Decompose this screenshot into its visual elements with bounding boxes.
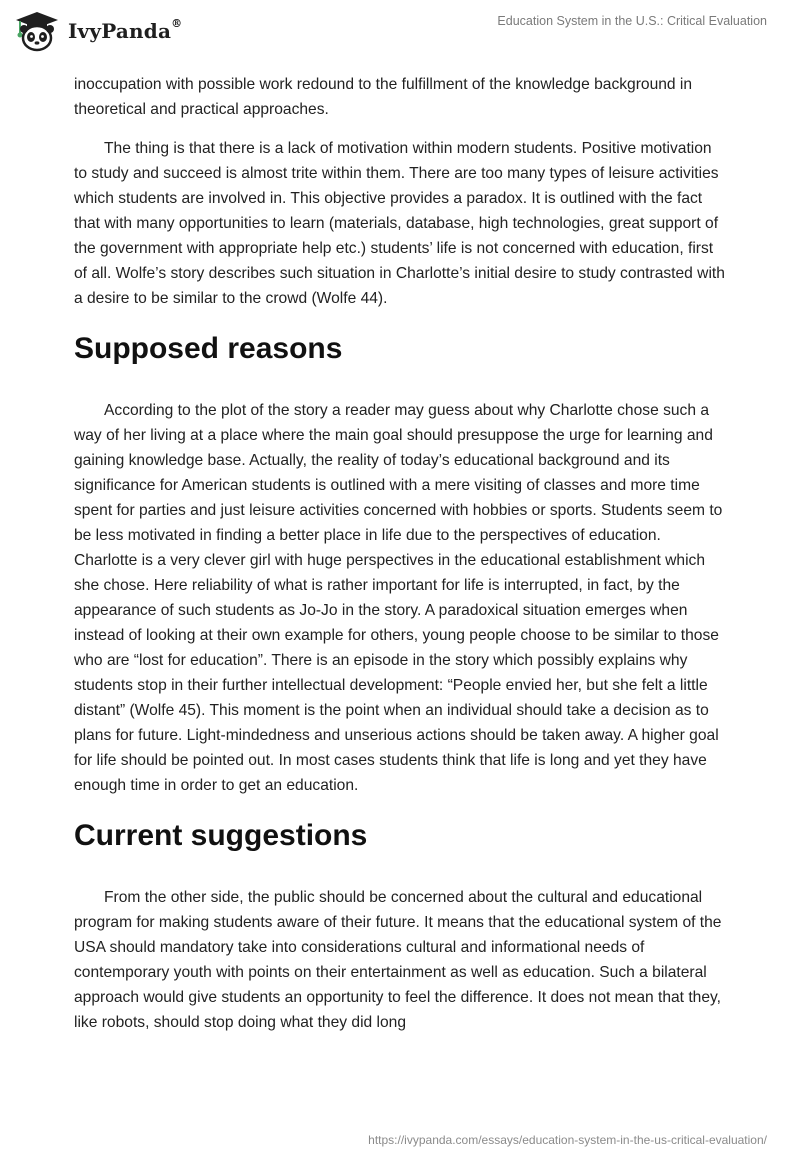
heading-supposed-reasons: Supposed reasons (74, 332, 343, 365)
document-title: Education System in the U.S.: Critical Evaluation (497, 14, 767, 28)
source-url[interactable]: https://ivypanda.com/essays/education-system-in-the-us-critical-evaluation/ (368, 1133, 767, 1147)
heading-current-suggestions: Current suggestions (74, 819, 368, 852)
paragraph-current-suggestions: From the other side, the public should be concerned about the cultural and educational program for making students aware of their future. It means that the educational system of the USA should mandatory take into considerations cultural and informational needs of contemporary youth with points on their entertainment as well as education. Such a bilateral approach would give students an opportunity to feel the difference. It does not mean that they, like robots, should stop doing what they did long (74, 889, 722, 1031)
paragraph-continued: inoccupation with possible work redound to the fulfillment of the knowledge background in theoretical and practical approaches. (74, 76, 693, 118)
ivypanda-logo[interactable] (14, 10, 182, 52)
panda-graduate-icon (14, 10, 60, 52)
essay-content (74, 72, 726, 1035)
brand-name: IvyPanda® (68, 17, 183, 43)
paragraph-motivation: The thing is that there is a lack of motivation within modern students. Positive motivation to study and succeed is almost trite within them. There are too many types of leisure activities which students are involved in. This objective provides a paradox. It is outlined with the fact that with many opportunities to learn (materials, database, high technologies, great support of the government with appropriate help etc.) students’ life is not concerned with education, first of all. Wolfe’s story describes such situation in Charlotte’s initial desire to study contrasted with a desire to be similar to the crowd (Wolfe 44). (74, 140, 725, 307)
paragraph-supposed-reasons: According to the plot of the story a reader may guess about why Charlotte chose such a way of her living at a place where the main goal should presuppose the urge for learning and gaining knowledge base. Actually, the reality of today’s educational background and its significance for American students is outlined with a mere visiting of classes and more time spent for parties and just leisure activities concerned with hobbies or sports. Students seem to be less motivated in finding a better place in life due to the perspectives of education. Charlotte is a very clever girl with huge perspectives in the educational establishment which she chose. Here reliability of what is rather important for life is interrupted, in fact, by the appearance of such students as Jo-Jo in the story. A paradoxical situation emerges when instead of looking at their own example for others, young people choose to be similar to those who are “lost for education”. There is an episode in the story which possibly explains why students stop in their further intellectual development: “People envied her, but she felt a little distant” (Wolfe 45). This moment is the point when an individual should take a decision as to plans for future. Light-mindedness and unserious actions should be taken away. A higher goal for life should be pointed out. In most cases students think that life is long and yet they have enough time in order to get an education. (74, 402, 723, 794)
page-header (0, 0, 800, 70)
